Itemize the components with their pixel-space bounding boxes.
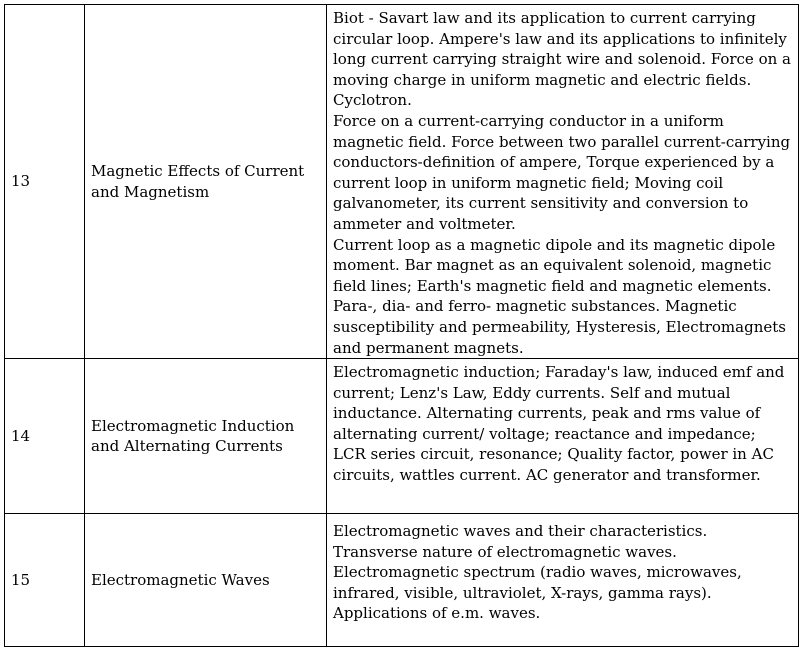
table-row	[5, 359, 799, 514]
unit-topics	[327, 359, 799, 514]
unit-topics	[327, 5, 799, 359]
unit-number: 13	[5, 5, 85, 359]
unit-topics	[327, 514, 799, 647]
unit-number: 14	[5, 359, 85, 514]
unit-title: Magnetic Effects of Current and Magnetism	[85, 5, 327, 359]
topic-paragraph: Force on a current-carrying conductor in a uniform magnetic field. Force between two parallel current-carrying conductors-definition of ampere, Torque experienced by a current loop in uniform magnetic field; Moving coil galvanometer, its current sensitivity and conversion to ammeter and voltmeter.	[333, 111, 791, 233]
table-row	[5, 514, 799, 647]
unit-number: 15	[5, 514, 85, 647]
topic-paragraph: Biot - Savart law and its application to current carrying circular loop. Ampere's law and its applications to infinitely long current carrying straight wire and solenoid. Force on a moving charge in uniform magnetic and electric fields. Cyclotron.	[333, 9, 791, 110]
topic-paragraph: Electromagnetic waves and their characteristics. Transverse nature of electromagnetic waves. Electromagnetic spectrum (radio waves, microwaves, infrared, visible, ultraviolet, X-rays, gamma rays). Applications of e.m. waves.	[333, 522, 742, 623]
table-row	[5, 5, 799, 359]
unit-title: Electromagnetic Waves	[85, 514, 327, 647]
unit-title: Electromagnetic Induction and Alternating Currents	[85, 359, 327, 514]
topic-paragraph: Electromagnetic induction; Faraday's law, induced emf and current; Lenz's Law, Eddy currents. Self and mutual inductance. Alternating currents, peak and rms value of alternating current/ voltage; reactance and impedance; LCR series circuit, resonance; Quality factor, power in AC circuits, wattles current. AC generator and transformer.	[333, 363, 785, 485]
syllabus-table	[4, 4, 799, 647]
topic-paragraph: Current loop as a magnetic dipole and its magnetic dipole moment. Bar magnet as an equivalent solenoid, magnetic field lines; Earth's magnetic field and magnetic elements. Para-, dia- and ferro- magnetic substances. Magnetic susceptibility and permeability, Hysteresis, Electromagnets and permanent magnets.	[333, 235, 786, 357]
